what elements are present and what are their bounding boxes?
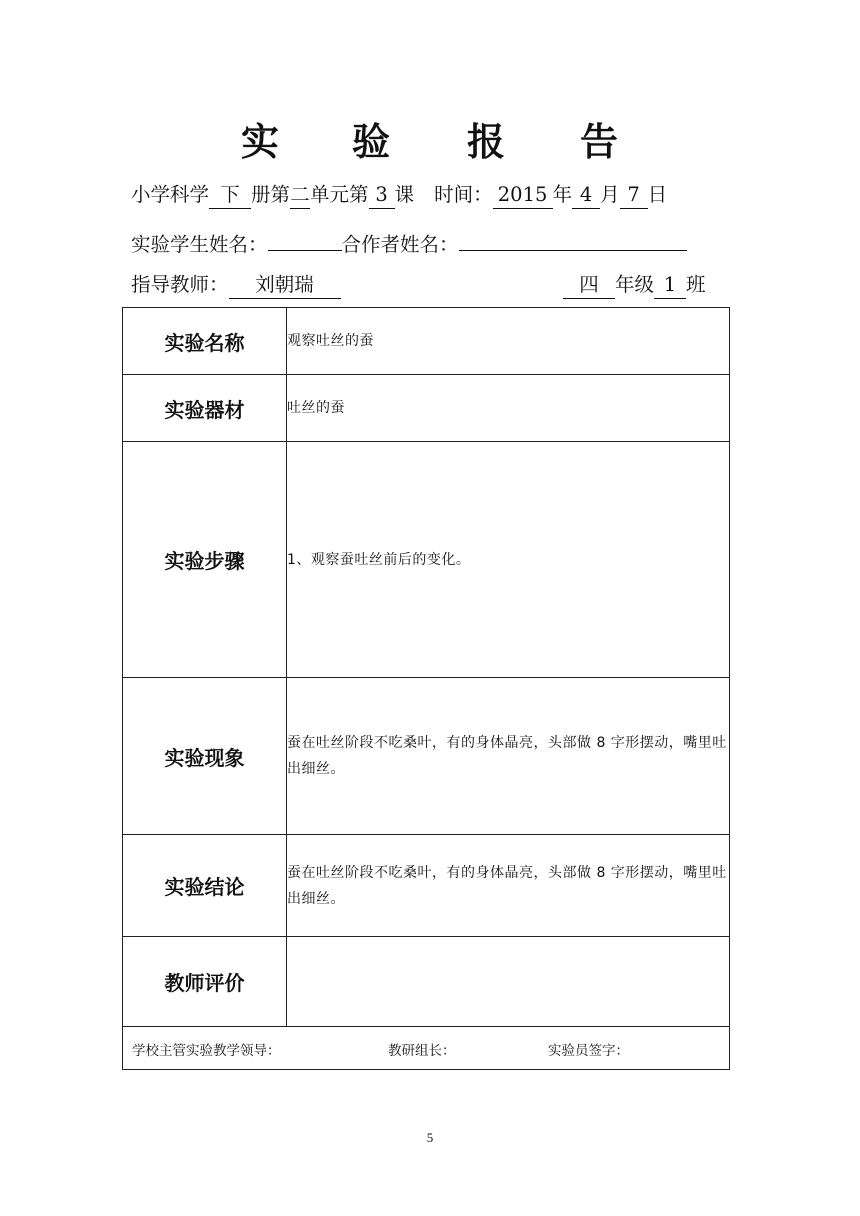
table-row [123,442,730,678]
row-label: 实验器材 [123,375,287,442]
table-row [123,678,730,835]
title-char: 告 [580,119,619,164]
volume-field[interactable]: 下 [209,182,251,209]
steps-value[interactable]: 1、观察蚕吐丝前后的变化。 [287,442,730,678]
signature-cell [123,1027,730,1070]
row-label: 教师评价 [123,937,287,1027]
course-info-line: 小学科学 下 册第二单元第 3 课 时间： 2015 年 4 月 7 日 [131,178,731,212]
experiment-name-value[interactable]: 观察吐丝的蚕 [287,308,730,375]
row-label: 实验现象 [123,678,287,835]
teacher-name-field[interactable]: 刘朝瑞 [229,272,341,299]
student-name-field[interactable] [268,224,342,251]
table-row [123,937,730,1027]
signature-row [123,1027,730,1070]
report-title [0,112,860,172]
row-label: 实验名称 [123,308,287,375]
teacher-info-line: 指导教师： 刘朝瑞 四 年级 1 班 [131,268,731,302]
class-field[interactable]: 1 [654,272,686,299]
lesson-field[interactable]: 3 [369,182,395,209]
row-label: 实验结论 [123,835,287,937]
title-char: 验 [352,119,391,164]
year-field[interactable]: 2015 [493,182,553,209]
phenomenon-value[interactable]: 蚕在吐丝阶段不吃桑叶，有的身体晶亮，头部做 8 字形摆动，嘴里吐出细丝。 [287,678,730,835]
title-char: 报 [467,119,506,164]
title-char: 实 [241,119,280,164]
staff-signature-label: 实验员签字： [548,1043,629,1059]
day-field[interactable]: 7 [620,182,648,209]
table-row [123,375,730,442]
table-row [123,308,730,375]
month-field[interactable]: 4 [572,182,600,209]
grade-field[interactable]: 四 [563,272,615,299]
head-signature-label: 教研组长： [388,1043,456,1059]
row-label: 实验步骤 [123,442,287,678]
table-row [123,835,730,937]
equipment-value[interactable]: 吐丝的蚕 [287,375,730,442]
unit-field[interactable]: 二 [290,182,310,209]
report-table [122,307,730,1070]
page-number: 5 [426,1130,434,1145]
partner-name-field[interactable] [459,224,687,251]
student-info-line: 实验学生姓名： 合作者姓名： [131,224,731,258]
conclusion-value[interactable]: 蚕在吐丝阶段不吃桑叶，有的身体晶亮，头部做 8 字形摆动，嘴里吐出细丝。 [287,835,730,937]
teacher-evaluation-value[interactable] [287,937,730,1027]
leader-signature-label: 学校主管实验教学领导： [132,1043,281,1059]
